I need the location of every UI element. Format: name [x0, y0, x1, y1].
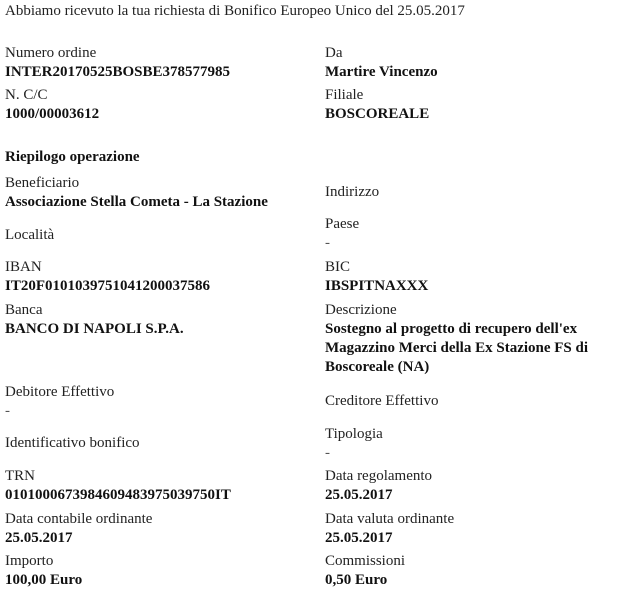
- bank-value: BANCO DI NAPOLI S.P.A.: [5, 321, 184, 337]
- debtor-value: -: [5, 403, 10, 419]
- type-field: [325, 424, 625, 463]
- transfer-id-field: [5, 433, 310, 453]
- accounting-date-label: Data contabile ordinante: [5, 511, 153, 527]
- bic-field: [325, 257, 625, 296]
- sender-field: [325, 43, 625, 82]
- accounting-date-field: [5, 509, 310, 548]
- transfer-id-label: Identificativo bonifico: [5, 435, 140, 451]
- sender-label: Da: [325, 45, 343, 61]
- description-label: Descrizione: [325, 302, 397, 318]
- fees-field: [325, 551, 625, 590]
- order-number-value: INTER20170525BOSBE378577985: [5, 64, 231, 80]
- description-field: [325, 300, 625, 377]
- sender-value: Martire Vincenzo: [325, 64, 438, 80]
- value-date-field: [325, 509, 625, 548]
- accounting-date-value: 25.05.2017: [5, 530, 73, 546]
- beneficiary-value: Associazione Stella Cometa - La Stazione: [5, 194, 268, 210]
- country-field: [325, 214, 625, 253]
- address-label: Indirizzo: [325, 184, 380, 200]
- bank-field: [5, 300, 310, 339]
- creditor-field: [325, 391, 625, 411]
- iban-value: IT20F0101039751041200037586: [5, 278, 211, 294]
- trn-value: 0101000673984609483975039750IT: [5, 487, 231, 503]
- branch-field: [325, 85, 625, 124]
- bic-value: IBSPITNAXXX: [325, 278, 429, 294]
- trn-field: [5, 466, 310, 505]
- amount-field: [5, 551, 310, 590]
- trn-label: TRN: [5, 468, 35, 484]
- page-header: Abbiamo ricevuto la tua richiesta di Bonifico Europeo Unico del 25.05.2017: [5, 3, 465, 19]
- settlement-date-label: Data regolamento: [325, 468, 433, 484]
- value-date-value: 25.05.2017: [325, 530, 393, 546]
- debtor-field: [5, 382, 310, 421]
- type-label: Tipologia: [325, 426, 383, 442]
- amount-value: 100,00 Euro: [5, 572, 83, 588]
- beneficiary-label: Beneficiario: [5, 175, 80, 191]
- summary-title: Riepilogo operazione: [5, 149, 140, 165]
- amount-label: Importo: [5, 553, 54, 569]
- locality-label: Località: [5, 227, 55, 243]
- account-number-value: 1000/00003612: [5, 106, 100, 122]
- settlement-date-field: [325, 466, 625, 505]
- branch-label: Filiale: [325, 87, 364, 103]
- type-value: -: [325, 445, 330, 461]
- bank-label: Banca: [5, 302, 43, 318]
- branch-value: BOSCOREALE: [325, 106, 430, 122]
- country-value: -: [325, 235, 330, 251]
- debtor-label: Debitore Effettivo: [5, 384, 115, 400]
- order-number-label: Numero ordine: [5, 45, 97, 61]
- settlement-date-value: 25.05.2017: [325, 487, 393, 503]
- beneficiary-field: [5, 173, 310, 212]
- iban-field: [5, 257, 310, 296]
- iban-label: IBAN: [5, 259, 42, 275]
- locality-field: [5, 225, 310, 245]
- fees-label: Commissioni: [325, 553, 406, 569]
- description-value: Sostegno al progetto di recupero dell'ex Magazzino Merci della Ex Stazione FS di Boscoreale (NA): [325, 321, 589, 375]
- order-number-field: [5, 43, 310, 82]
- value-date-label: Data valuta ordinante: [325, 511, 455, 527]
- account-number-field: [5, 85, 310, 124]
- bic-label: BIC: [325, 259, 351, 275]
- country-label: Paese: [325, 216, 360, 232]
- address-field: [325, 182, 625, 202]
- account-number-label: N. C/C: [5, 87, 48, 103]
- fees-value: 0,50 Euro: [325, 572, 388, 588]
- creditor-label: Creditore Effettivo: [325, 393, 439, 409]
